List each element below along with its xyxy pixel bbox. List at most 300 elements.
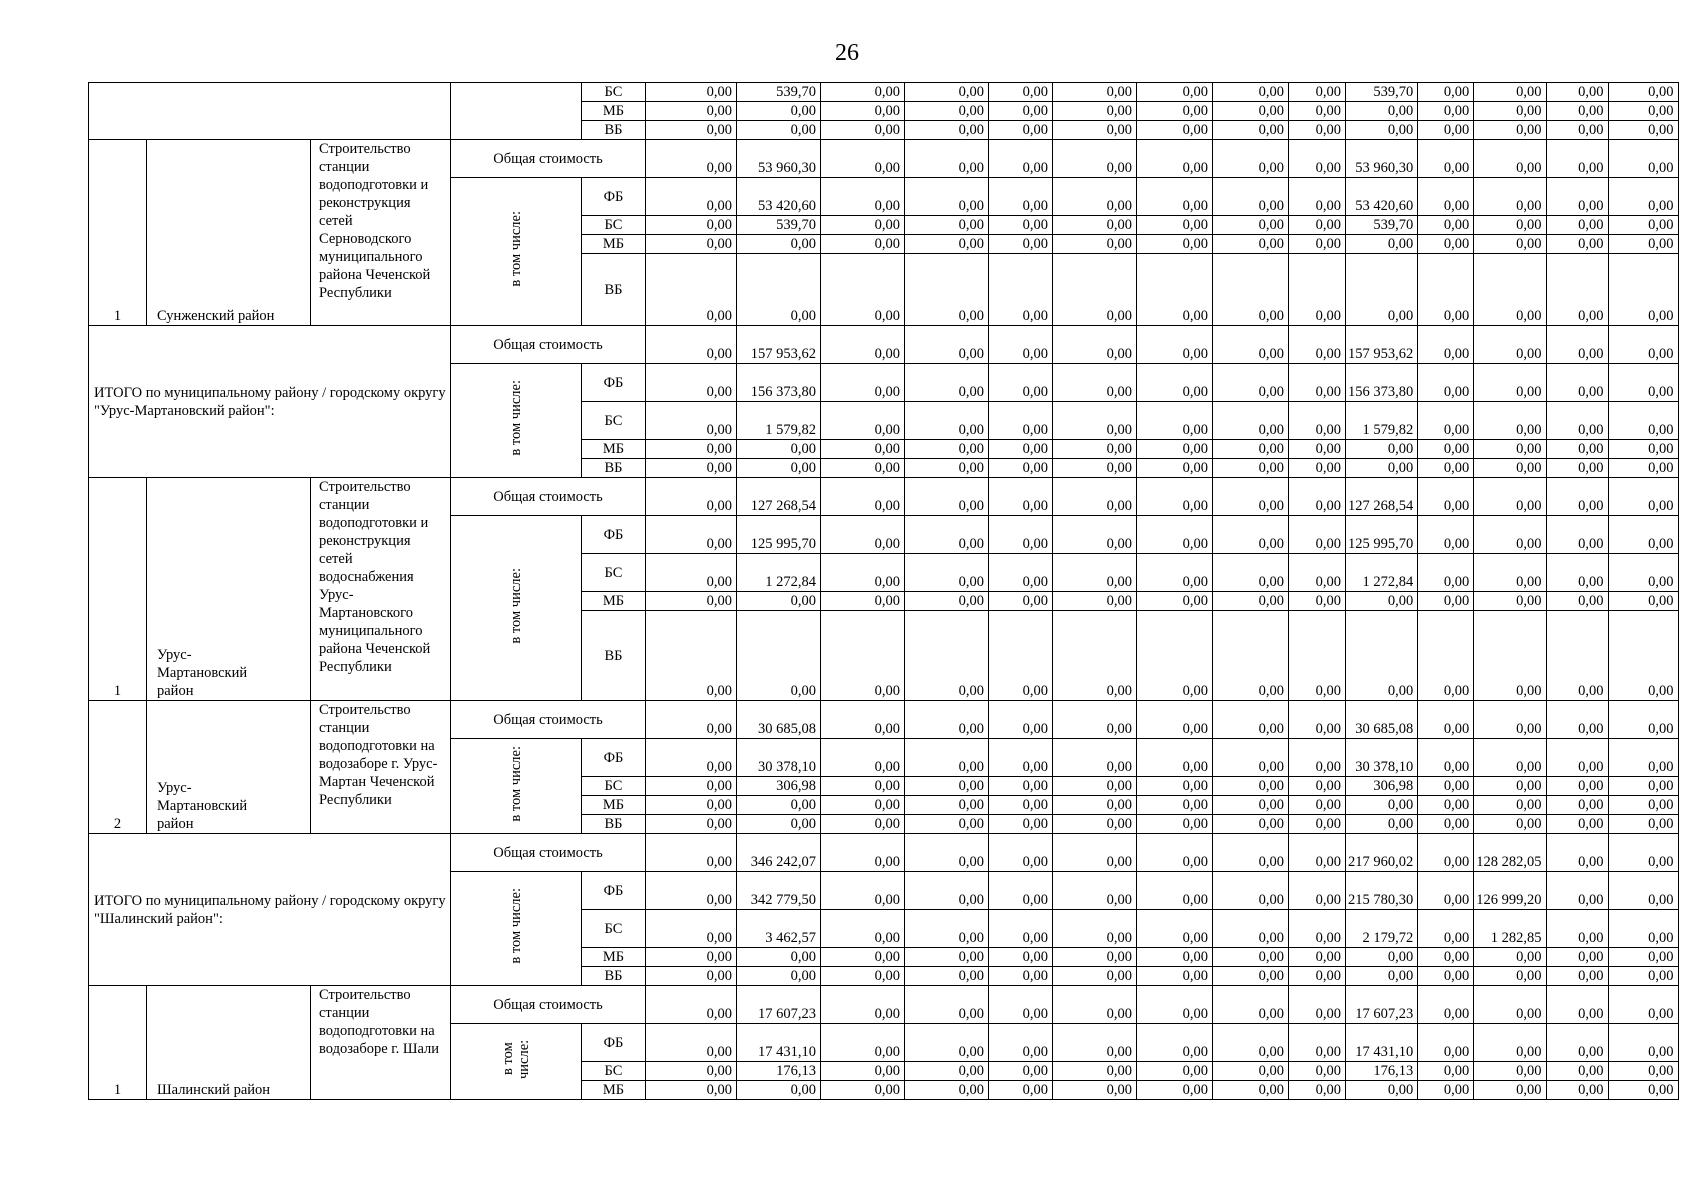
value-cell: 0,00 xyxy=(821,815,905,834)
value-cell: 0,00 xyxy=(1608,364,1678,402)
value-cell: 0,00 xyxy=(646,402,737,440)
value-cell: 0,00 xyxy=(1137,402,1213,440)
value-cell: 0,00 xyxy=(1053,910,1137,948)
value-cell: 0,00 xyxy=(1608,592,1678,611)
value-cell: 0,00 xyxy=(905,948,989,967)
value-cell: 0,00 xyxy=(1546,948,1608,967)
value-cell: 0,00 xyxy=(1346,121,1418,140)
value-cell: 0,00 xyxy=(1608,554,1678,592)
value-cell: 0,00 xyxy=(821,796,905,815)
value-cell: 0,00 xyxy=(1137,364,1213,402)
value-cell: 0,00 xyxy=(1418,796,1474,815)
value-cell: 0,00 xyxy=(1346,102,1418,121)
value-cell: 0,00 xyxy=(1213,815,1289,834)
value-cell: 0,00 xyxy=(1546,777,1608,796)
value-cell: 0,00 xyxy=(905,701,989,739)
value-cell: 0,00 xyxy=(1053,140,1137,178)
value-cell: 125 995,70 xyxy=(1346,516,1418,554)
including-cell xyxy=(451,1024,582,1100)
value-cell: 0,00 xyxy=(646,701,737,739)
value-cell: 0,00 xyxy=(821,516,905,554)
value-cell: 125 995,70 xyxy=(737,516,821,554)
value-cell: 126 999,20 xyxy=(1474,872,1546,910)
value-cell: 0,00 xyxy=(1213,1062,1289,1081)
value-cell: 0,00 xyxy=(1418,216,1474,235)
value-cell: 0,00 xyxy=(821,834,905,872)
value-cell: 0,00 xyxy=(646,910,737,948)
value-cell: 0,00 xyxy=(1053,872,1137,910)
value-cell: 53 960,30 xyxy=(1346,140,1418,178)
value-cell: 0,00 xyxy=(737,815,821,834)
value-cell: 0,00 xyxy=(1213,592,1289,611)
table-row xyxy=(89,701,1679,739)
value-cell: 0,00 xyxy=(646,1081,737,1100)
value-cell: 0,00 xyxy=(821,910,905,948)
value-cell: 0,00 xyxy=(1546,364,1608,402)
value-cell: 0,00 xyxy=(1213,1024,1289,1062)
value-cell: 0,00 xyxy=(905,834,989,872)
value-cell: 0,00 xyxy=(1608,967,1678,986)
value-cell: 0,00 xyxy=(1137,815,1213,834)
value-cell: 0,00 xyxy=(1213,777,1289,796)
value-cell: 0,00 xyxy=(989,178,1053,216)
value-cell: 0,00 xyxy=(905,967,989,986)
value-cell: 0,00 xyxy=(1418,1024,1474,1062)
value-cell: 0,00 xyxy=(1289,459,1346,478)
budget-table xyxy=(88,82,1679,1100)
value-cell: 0,00 xyxy=(821,967,905,986)
total-cost-label: Общая стоимость xyxy=(451,326,646,364)
value-cell: 0,00 xyxy=(821,102,905,121)
value-cell: 217 960,02 xyxy=(1346,834,1418,872)
value-cell: 0,00 xyxy=(1474,402,1546,440)
value-cell: 0,00 xyxy=(1213,834,1289,872)
value-cell: 0,00 xyxy=(821,701,905,739)
value-cell: 0,00 xyxy=(821,440,905,459)
value-cell: 0,00 xyxy=(1608,235,1678,254)
value-cell: 0,00 xyxy=(905,459,989,478)
value-cell: 0,00 xyxy=(821,1081,905,1100)
value-cell: 346 242,07 xyxy=(737,834,821,872)
value-cell: 0,00 xyxy=(1418,834,1474,872)
value-cell: 215 780,30 xyxy=(1346,872,1418,910)
value-cell: 0,00 xyxy=(1546,83,1608,102)
value-cell: 0,00 xyxy=(1053,834,1137,872)
value-cell: 0,00 xyxy=(646,1024,737,1062)
value-cell: 0,00 xyxy=(1346,796,1418,815)
value-cell: 0,00 xyxy=(646,364,737,402)
value-cell: 0,00 xyxy=(821,121,905,140)
value-cell: 0,00 xyxy=(989,796,1053,815)
value-cell: 306,98 xyxy=(737,777,821,796)
value-cell: 176,13 xyxy=(737,1062,821,1081)
value-cell: 0,00 xyxy=(1137,440,1213,459)
value-cell: 0,00 xyxy=(1546,235,1608,254)
value-cell: 1 272,84 xyxy=(737,554,821,592)
value-cell: 0,00 xyxy=(1213,478,1289,516)
value-cell: 0,00 xyxy=(1418,910,1474,948)
value-cell: 0,00 xyxy=(646,102,737,121)
value-cell: 0,00 xyxy=(1213,326,1289,364)
value-cell: 0,00 xyxy=(646,739,737,777)
value-cell: 0,00 xyxy=(646,834,737,872)
page-number: 26 xyxy=(835,40,859,66)
value-cell: 0,00 xyxy=(905,478,989,516)
value-cell: 1 579,82 xyxy=(1346,402,1418,440)
value-cell: 0,00 xyxy=(1608,1081,1678,1100)
value-cell: 0,00 xyxy=(821,986,905,1024)
value-cell: 0,00 xyxy=(1289,440,1346,459)
value-cell: 0,00 xyxy=(646,121,737,140)
value-cell: 0,00 xyxy=(905,121,989,140)
value-cell: 0,00 xyxy=(1546,796,1608,815)
including-cell xyxy=(451,872,582,986)
value-cell: 0,00 xyxy=(989,254,1053,326)
value-cell: 0,00 xyxy=(1137,834,1213,872)
value-cell: 0,00 xyxy=(989,326,1053,364)
value-cell: 0,00 xyxy=(646,1062,737,1081)
value-cell: 0,00 xyxy=(1608,834,1678,872)
value-cell: 0,00 xyxy=(1137,967,1213,986)
value-cell: 0,00 xyxy=(1418,701,1474,739)
value-cell: 0,00 xyxy=(821,459,905,478)
value-cell: 0,00 xyxy=(1213,796,1289,815)
value-cell: 0,00 xyxy=(1289,796,1346,815)
value-cell: 0,00 xyxy=(989,777,1053,796)
value-cell: 0,00 xyxy=(905,1062,989,1081)
value-cell: 0,00 xyxy=(1608,459,1678,478)
value-cell: 0,00 xyxy=(989,216,1053,235)
value-cell: 0,00 xyxy=(1474,1081,1546,1100)
value-cell: 0,00 xyxy=(905,1081,989,1100)
value-cell: 0,00 xyxy=(1608,910,1678,948)
value-cell: 0,00 xyxy=(646,326,737,364)
value-cell: 0,00 xyxy=(1289,1081,1346,1100)
value-cell: 0,00 xyxy=(989,459,1053,478)
value-cell: 0,00 xyxy=(1608,326,1678,364)
fund-code: ВБ xyxy=(582,967,646,986)
value-cell: 0,00 xyxy=(1474,364,1546,402)
value-cell: 0,00 xyxy=(1213,554,1289,592)
value-cell: 0,00 xyxy=(989,739,1053,777)
value-cell: 0,00 xyxy=(905,326,989,364)
value-cell: 0,00 xyxy=(821,254,905,326)
value-cell: 0,00 xyxy=(821,739,905,777)
row-index: 1 xyxy=(89,478,147,701)
value-cell: 0,00 xyxy=(1474,121,1546,140)
region-name: Сунженский район xyxy=(147,140,311,326)
value-cell: 0,00 xyxy=(1289,967,1346,986)
value-cell: 0,00 xyxy=(905,178,989,216)
value-cell: 17 607,23 xyxy=(1346,986,1418,1024)
value-cell: 0,00 xyxy=(1474,102,1546,121)
value-cell: 0,00 xyxy=(1546,440,1608,459)
value-cell: 0,00 xyxy=(1608,872,1678,910)
value-cell: 0,00 xyxy=(737,967,821,986)
value-cell: 0,00 xyxy=(646,235,737,254)
value-cell: 0,00 xyxy=(1418,872,1474,910)
value-cell: 0,00 xyxy=(905,440,989,459)
value-cell: 30 378,10 xyxy=(1346,739,1418,777)
value-cell: 0,00 xyxy=(1053,254,1137,326)
value-cell: 0,00 xyxy=(821,478,905,516)
value-cell: 0,00 xyxy=(1053,178,1137,216)
value-cell: 0,00 xyxy=(646,796,737,815)
value-cell: 0,00 xyxy=(821,364,905,402)
value-cell: 0,00 xyxy=(1346,440,1418,459)
value-cell: 53 960,30 xyxy=(737,140,821,178)
value-cell: 156 373,80 xyxy=(737,364,821,402)
fund-code: ФБ xyxy=(582,364,646,402)
value-cell: 0,00 xyxy=(1608,440,1678,459)
value-cell: 0,00 xyxy=(1213,402,1289,440)
value-cell: 0,00 xyxy=(1213,516,1289,554)
value-cell: 127 268,54 xyxy=(1346,478,1418,516)
fund-code: ФБ xyxy=(582,1024,646,1062)
region-name: Урус- Мартановский район xyxy=(147,701,311,834)
value-cell: 0,00 xyxy=(989,948,1053,967)
value-cell: 0,00 xyxy=(1137,216,1213,235)
value-cell: 0,00 xyxy=(989,554,1053,592)
value-cell: 0,00 xyxy=(1346,1081,1418,1100)
value-cell: 0,00 xyxy=(1289,478,1346,516)
value-cell: 0,00 xyxy=(1213,83,1289,102)
value-cell: 0,00 xyxy=(821,235,905,254)
value-cell: 0,00 xyxy=(1289,948,1346,967)
fund-code: МБ xyxy=(582,440,646,459)
value-cell: 0,00 xyxy=(737,611,821,701)
value-cell: 0,00 xyxy=(1346,254,1418,326)
value-cell: 0,00 xyxy=(1474,739,1546,777)
value-cell: 0,00 xyxy=(646,872,737,910)
value-cell: 0,00 xyxy=(1053,739,1137,777)
value-cell: 0,00 xyxy=(1213,701,1289,739)
value-cell: 0,00 xyxy=(1474,459,1546,478)
value-cell: 0,00 xyxy=(1213,364,1289,402)
value-cell: 0,00 xyxy=(646,459,737,478)
value-cell: 0,00 xyxy=(1418,254,1474,326)
value-cell: 0,00 xyxy=(1474,216,1546,235)
value-cell: 0,00 xyxy=(1474,235,1546,254)
value-cell: 3 462,57 xyxy=(737,910,821,948)
value-cell: 0,00 xyxy=(737,440,821,459)
value-cell: 0,00 xyxy=(989,140,1053,178)
value-cell: 306,98 xyxy=(1346,777,1418,796)
value-cell: 0,00 xyxy=(1474,516,1546,554)
value-cell: 0,00 xyxy=(989,611,1053,701)
fund-code: ВБ xyxy=(582,815,646,834)
fund-code: БС xyxy=(582,910,646,948)
value-cell: 0,00 xyxy=(821,592,905,611)
value-cell: 0,00 xyxy=(905,254,989,326)
value-cell: 0,00 xyxy=(1474,83,1546,102)
value-cell: 0,00 xyxy=(1346,611,1418,701)
value-cell: 0,00 xyxy=(1418,83,1474,102)
value-cell: 30 685,08 xyxy=(737,701,821,739)
value-cell: 0,00 xyxy=(1137,948,1213,967)
including-cell xyxy=(451,739,582,834)
row-index: 1 xyxy=(89,986,147,1100)
value-cell: 0,00 xyxy=(1608,102,1678,121)
value-cell: 0,00 xyxy=(1137,1062,1213,1081)
value-cell: 0,00 xyxy=(1213,967,1289,986)
value-cell: 0,00 xyxy=(989,701,1053,739)
value-cell: 0,00 xyxy=(1289,777,1346,796)
value-cell: 0,00 xyxy=(1289,364,1346,402)
value-cell: 128 282,05 xyxy=(1474,834,1546,872)
value-cell: 0,00 xyxy=(1474,254,1546,326)
value-cell: 0,00 xyxy=(1546,701,1608,739)
value-cell: 0,00 xyxy=(1546,402,1608,440)
value-cell: 0,00 xyxy=(989,872,1053,910)
value-cell: 0,00 xyxy=(1418,140,1474,178)
value-cell: 0,00 xyxy=(989,402,1053,440)
value-cell: 0,00 xyxy=(1418,967,1474,986)
value-cell: 0,00 xyxy=(1053,777,1137,796)
value-cell: 0,00 xyxy=(821,554,905,592)
value-cell: 0,00 xyxy=(737,254,821,326)
value-cell: 0,00 xyxy=(1053,796,1137,815)
value-cell: 0,00 xyxy=(1608,402,1678,440)
value-cell: 0,00 xyxy=(1608,1024,1678,1062)
value-cell: 0,00 xyxy=(905,1024,989,1062)
value-cell: 0,00 xyxy=(1474,1024,1546,1062)
project-description: Строительство станции водоподготовки на водозаборе г. Урус-Мартан Чеченской Республики xyxy=(311,701,451,834)
including-label: в том числе: xyxy=(508,567,524,644)
fund-code: МБ xyxy=(582,1081,646,1100)
value-cell: 0,00 xyxy=(1137,459,1213,478)
value-cell: 53 420,60 xyxy=(737,178,821,216)
table-row xyxy=(89,326,1679,364)
value-cell: 0,00 xyxy=(1474,815,1546,834)
value-cell: 0,00 xyxy=(1053,611,1137,701)
value-cell: 0,00 xyxy=(1053,102,1137,121)
fund-code: БС xyxy=(582,216,646,235)
value-cell: 0,00 xyxy=(1213,1081,1289,1100)
value-cell: 0,00 xyxy=(1546,102,1608,121)
row-index: 1 xyxy=(89,140,147,326)
value-cell: 0,00 xyxy=(989,815,1053,834)
value-cell: 0,00 xyxy=(905,910,989,948)
value-cell: 0,00 xyxy=(1213,872,1289,910)
value-cell: 0,00 xyxy=(737,796,821,815)
value-cell: 0,00 xyxy=(1289,140,1346,178)
value-cell: 0,00 xyxy=(1418,777,1474,796)
project-description: Строительство станции водоподготовки и реконструкция сетей водоснабжения Урус- Мартановского муниципального района Чеченской Республики xyxy=(311,478,451,701)
value-cell: 0,00 xyxy=(1346,815,1418,834)
value-cell: 0,00 xyxy=(1213,986,1289,1024)
value-cell: 0,00 xyxy=(1053,986,1137,1024)
value-cell: 0,00 xyxy=(1137,254,1213,326)
value-cell: 0,00 xyxy=(1608,478,1678,516)
value-cell: 0,00 xyxy=(1289,83,1346,102)
value-cell: 0,00 xyxy=(905,815,989,834)
value-cell: 0,00 xyxy=(1608,739,1678,777)
value-cell: 0,00 xyxy=(1608,1062,1678,1081)
value-cell: 0,00 xyxy=(1137,235,1213,254)
budget-table-container xyxy=(88,82,1679,1100)
table-row xyxy=(89,83,1679,102)
fund-code: БС xyxy=(582,1062,646,1081)
value-cell: 0,00 xyxy=(1418,235,1474,254)
value-cell: 0,00 xyxy=(1053,516,1137,554)
value-cell: 0,00 xyxy=(1137,701,1213,739)
fund-code: БС xyxy=(582,83,646,102)
value-cell: 2 179,72 xyxy=(1346,910,1418,948)
value-cell: 0,00 xyxy=(821,777,905,796)
value-cell: 0,00 xyxy=(1474,554,1546,592)
value-cell: 0,00 xyxy=(1418,1081,1474,1100)
value-cell: 0,00 xyxy=(1213,102,1289,121)
including-label: в том числе: xyxy=(508,211,524,287)
value-cell: 0,00 xyxy=(1289,872,1346,910)
table-row xyxy=(89,834,1679,872)
value-cell: 0,00 xyxy=(1608,140,1678,178)
region-name: Шалинский район xyxy=(147,986,311,1100)
value-cell: 157 953,62 xyxy=(1346,326,1418,364)
fund-code: МБ xyxy=(582,592,646,611)
value-cell: 0,00 xyxy=(1213,235,1289,254)
value-cell: 0,00 xyxy=(1418,364,1474,402)
value-cell: 0,00 xyxy=(1546,592,1608,611)
value-cell: 0,00 xyxy=(905,102,989,121)
value-cell: 0,00 xyxy=(1608,216,1678,235)
value-cell: 0,00 xyxy=(989,1062,1053,1081)
value-cell: 0,00 xyxy=(1546,1062,1608,1081)
value-cell: 0,00 xyxy=(1474,326,1546,364)
total-cost-label: Общая стоимость xyxy=(451,701,646,739)
value-cell: 0,00 xyxy=(1137,777,1213,796)
value-cell: 0,00 xyxy=(1608,986,1678,1024)
value-cell: 0,00 xyxy=(1546,986,1608,1024)
value-cell: 0,00 xyxy=(1289,834,1346,872)
value-cell: 0,00 xyxy=(646,140,737,178)
row-index: 2 xyxy=(89,701,147,834)
value-cell: 0,00 xyxy=(1418,326,1474,364)
value-cell: 0,00 xyxy=(1137,796,1213,815)
value-cell: 0,00 xyxy=(821,326,905,364)
value-cell: 0,00 xyxy=(1289,235,1346,254)
including-cell xyxy=(451,178,582,326)
value-cell: 0,00 xyxy=(1289,402,1346,440)
value-cell: 0,00 xyxy=(1546,554,1608,592)
value-cell: 0,00 xyxy=(1474,967,1546,986)
value-cell: 0,00 xyxy=(1137,140,1213,178)
value-cell: 0,00 xyxy=(646,178,737,216)
value-cell: 0,00 xyxy=(737,121,821,140)
value-cell: 0,00 xyxy=(1289,986,1346,1024)
value-cell: 0,00 xyxy=(1213,216,1289,235)
value-cell: 0,00 xyxy=(737,1081,821,1100)
value-cell: 0,00 xyxy=(989,478,1053,516)
value-cell: 0,00 xyxy=(737,948,821,967)
total-cost-label: Общая стоимость xyxy=(451,140,646,178)
value-cell: 0,00 xyxy=(1474,440,1546,459)
value-cell: 0,00 xyxy=(1137,986,1213,1024)
total-section-label: ИТОГО по муниципальному району / городскому округу "Шалинский район": xyxy=(89,834,451,986)
value-cell: 0,00 xyxy=(646,815,737,834)
total-section-label: ИТОГО по муниципальному району / городскому округу "Урус-Мартановский район": xyxy=(89,326,451,478)
value-cell: 0,00 xyxy=(1137,102,1213,121)
value-cell: 0,00 xyxy=(989,1081,1053,1100)
value-cell: 0,00 xyxy=(905,796,989,815)
fund-code: ФБ xyxy=(582,872,646,910)
value-cell: 0,00 xyxy=(989,910,1053,948)
value-cell: 0,00 xyxy=(989,516,1053,554)
value-cell: 0,00 xyxy=(1608,254,1678,326)
value-cell: 53 420,60 xyxy=(1346,178,1418,216)
value-cell: 0,00 xyxy=(1608,777,1678,796)
